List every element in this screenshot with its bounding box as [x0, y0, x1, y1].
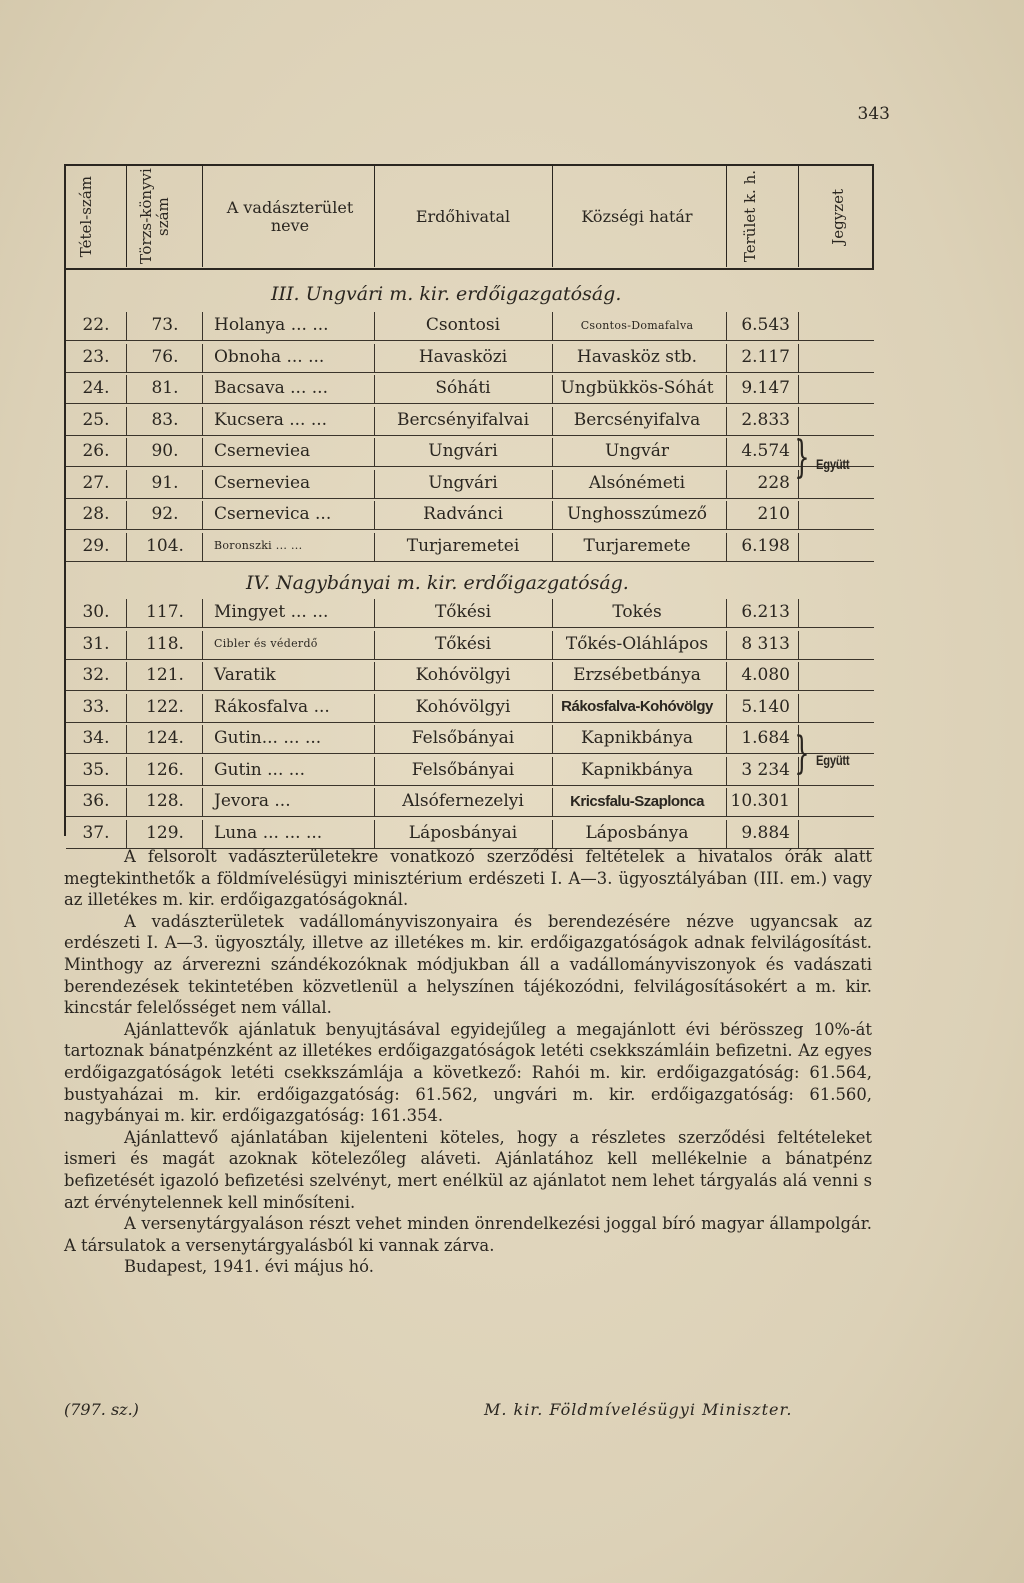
column-divider — [726, 757, 727, 785]
forestry-office-cell: Ungvári — [428, 441, 498, 461]
table-row — [66, 629, 874, 660]
header-nev-label: A vadászterület neve — [226, 197, 354, 235]
tetel-cell: 37. — [82, 822, 110, 843]
tetel-cell: 30. — [82, 602, 110, 622]
torzs-cell: 76. — [151, 346, 179, 367]
header-torzs — [132, 166, 198, 267]
column-divider — [202, 820, 203, 848]
section-title-ungvar: III. Ungvári m. kir. erdőigazgatóság. — [271, 283, 622, 305]
column-divider — [726, 501, 727, 529]
table-row — [66, 342, 874, 373]
table-row — [66, 660, 874, 691]
column-divider — [726, 312, 727, 340]
name-cell: Cserneviea — [214, 472, 311, 493]
torzs-cell: 104. — [146, 535, 184, 556]
municipality-cell: Alsónémeti — [588, 472, 686, 493]
paragraph: Ajánlattevők ajánlatuk benyujtásával egyidejűleg a megajánlott évi bérösszeg 10%-át tartoznak bánatpénzként az illetékes erdőigazgatóságok letéti csekkszámláin befizetni. Az egyes erdőigazgatóságok letéti csekkszámlája a következő: Rahói m. kir. erdőigazgatóság: 61.564, bustyaházai m. kir. erdőigazgatóság: 61.562, ungvári m. kir. erdőigazgatóság: 61.560, nagybányai m. kir. erdőigazgatóság: 161.354. — [64, 1019, 872, 1126]
forestry-office-cell: Turjaremetei — [406, 535, 520, 556]
column-divider — [552, 407, 553, 435]
tetel-cell: 23. — [82, 346, 110, 367]
tetel-cell: 22. — [82, 315, 110, 335]
tetel-cell: 33. — [82, 696, 110, 717]
tetel-cell: 34. — [82, 728, 110, 748]
column-divider — [202, 470, 203, 498]
signature: M. kir. Földmívelésügyi Miniszter. — [484, 1400, 793, 1419]
column-divider — [798, 788, 799, 816]
column-divider — [798, 820, 799, 848]
torzs-cell: 81. — [151, 378, 179, 398]
column-divider — [126, 631, 127, 659]
area-cell: 1.684 — [741, 728, 790, 748]
column-divider — [126, 501, 127, 529]
brace-mark: } — [794, 432, 810, 483]
table-row — [66, 531, 874, 562]
header-erdohivatal-label: Erdőhivatal — [415, 206, 511, 226]
forestry-office-cell: Bercsényifalvai — [396, 409, 529, 430]
column-divider — [126, 599, 127, 627]
header-erdohivatal — [374, 166, 552, 267]
municipality-cell: Turjaremete — [583, 535, 691, 556]
area-cell: 9.884 — [741, 822, 790, 843]
forestry-office-cell: Kohóvölgyi — [415, 696, 511, 717]
column-divider — [374, 375, 375, 403]
municipality-cell: Tőkés-Oláhlápos — [565, 633, 709, 654]
column-divider — [126, 725, 127, 753]
header-kozsegi — [552, 166, 722, 267]
column-divider — [552, 662, 553, 690]
column-divider — [726, 599, 727, 627]
column-divider — [798, 312, 799, 340]
table-row — [66, 786, 874, 817]
column-divider — [798, 662, 799, 690]
name-cell: Gutin... ... ... — [214, 728, 322, 748]
column-divider — [552, 501, 553, 529]
reference-number: (797. sz.) — [64, 1400, 139, 1419]
forestry-office-cell: Sóháti — [435, 378, 491, 398]
municipality-cell: Rákosfalva-Kohóvölgy — [561, 698, 713, 715]
column-divider — [798, 631, 799, 659]
column-divider — [726, 407, 727, 435]
paragraph: Ajánlattevő ajánlatában kijelenteni köteles, hogy a részletes szerződési feltételeket ismeri és magát azoknak kötelezőleg aláveti. Ajánlatához kell mellékelnie a bánatpénz befizetését igazoló befizetési szelvényt, mert enélkül az ajánlatot nem lehet tárgyalás alá venni s azt érvénytelennek kell minősíteni. — [64, 1127, 872, 1212]
table-row — [66, 723, 874, 754]
column-divider — [202, 166, 203, 267]
column-divider — [126, 757, 127, 785]
column-divider — [202, 375, 203, 403]
column-divider — [202, 599, 203, 627]
column-divider — [374, 599, 375, 627]
column-divider — [126, 662, 127, 690]
table-row — [66, 692, 874, 723]
torzs-cell: 117. — [146, 602, 184, 622]
header-terulet — [726, 166, 798, 267]
column-divider — [726, 662, 727, 690]
municipality-cell: Tokés — [612, 602, 662, 622]
forestry-office-cell: Kohóvölgyi — [415, 665, 511, 685]
forestry-office-cell: Alsófernezelyi — [402, 791, 524, 811]
area-cell: 210 — [757, 504, 790, 524]
column-divider — [798, 533, 799, 561]
column-divider — [798, 375, 799, 403]
column-divider — [202, 501, 203, 529]
forestry-office-cell: Tőkési — [434, 602, 492, 622]
area-cell: 6.198 — [741, 535, 790, 556]
column-divider — [552, 725, 553, 753]
column-divider — [726, 631, 727, 659]
column-divider — [374, 725, 375, 753]
column-divider — [126, 470, 127, 498]
column-divider — [552, 375, 553, 403]
column-divider — [126, 694, 127, 722]
area-cell: 2.833 — [741, 409, 790, 430]
column-divider — [374, 438, 375, 466]
municipality-cell: Havasköz stb. — [576, 346, 698, 367]
table-right-border — [872, 164, 874, 268]
tetel-cell: 25. — [82, 409, 110, 430]
municipality-cell: Unghosszúmező — [566, 504, 708, 524]
column-divider — [202, 788, 203, 816]
column-divider — [374, 662, 375, 690]
area-cell: 10.301 — [730, 791, 790, 811]
torzs-cell: 118. — [146, 633, 184, 654]
name-cell: Luna ... ... ... — [214, 822, 323, 843]
table-row — [66, 499, 874, 530]
forestry-office-cell: Ungvári — [428, 472, 498, 493]
paragraph: A felsorolt vadászterületekre vonatkozó szerződési feltételek a hivatalos órák alatt megtekinthetők a földmívelésügyi minisztérium erdészeti I. A—3. ügyosztályában (III. em.) vagy az illetékes m. kir. erdőigazgatóságoknál. — [64, 847, 872, 910]
municipality-cell: Láposbánya — [585, 822, 689, 843]
column-divider — [726, 725, 727, 753]
municipality-cell: Ungbükkös-Sóhát — [560, 378, 714, 398]
name-cell: Jevora ... — [214, 791, 291, 811]
column-divider — [726, 788, 727, 816]
table-row — [66, 755, 874, 786]
column-divider — [374, 312, 375, 340]
column-divider — [374, 788, 375, 816]
column-divider — [374, 470, 375, 498]
column-divider — [126, 344, 127, 372]
column-divider — [726, 438, 727, 466]
column-divider — [726, 344, 727, 372]
forestry-office-cell: Havasközi — [418, 346, 508, 367]
area-cell: 9.147 — [741, 378, 790, 398]
column-divider — [202, 344, 203, 372]
header-jegyzet-label: Jegyzet — [828, 188, 847, 245]
column-divider — [798, 501, 799, 529]
column-divider — [374, 631, 375, 659]
torzs-cell: 122. — [146, 696, 184, 717]
area-cell: 4.080 — [741, 665, 790, 685]
column-divider — [202, 631, 203, 659]
name-cell: Gutin ... ... — [214, 759, 305, 780]
name-cell: Boronszki ... ... — [214, 539, 303, 552]
name-cell: Mingyet ... ... — [214, 602, 329, 622]
table-row — [66, 405, 874, 436]
column-divider — [126, 820, 127, 848]
column-divider — [126, 407, 127, 435]
column-divider — [126, 166, 127, 267]
column-divider — [798, 694, 799, 722]
area-cell: 5.140 — [741, 696, 790, 717]
tetel-cell: 36. — [82, 791, 110, 811]
column-divider — [552, 757, 553, 785]
forestry-office-cell: Felsőbányai — [411, 759, 515, 780]
municipality-cell: Kapnikbánya — [580, 759, 694, 780]
column-divider — [374, 344, 375, 372]
tetel-cell: 29. — [82, 535, 110, 556]
column-divider — [202, 662, 203, 690]
column-divider — [726, 533, 727, 561]
column-divider — [202, 694, 203, 722]
table-row — [66, 436, 874, 467]
column-divider — [552, 470, 553, 498]
column-divider — [726, 820, 727, 848]
torzs-cell: 91. — [151, 472, 179, 493]
area-cell: 6.213 — [741, 602, 790, 622]
column-divider — [202, 757, 203, 785]
table-row — [66, 373, 874, 404]
paragraph: A versenytárgyaláson részt vehet minden önrendelkezési joggal bíró magyar állampolgár. A társulatok a versenytárgyalásból ki vannak zárva. — [64, 1214, 872, 1255]
forestry-office-cell: Tőkési — [434, 633, 492, 654]
column-divider — [726, 470, 727, 498]
column-divider — [202, 312, 203, 340]
column-divider — [126, 375, 127, 403]
table-row — [66, 468, 874, 499]
column-divider — [374, 501, 375, 529]
municipality-cell: Bercsényifalva — [573, 409, 701, 430]
forestry-office-cell: Radvánci — [423, 504, 503, 524]
torzs-cell: 92. — [151, 504, 179, 524]
municipality-cell: Csontos-Domafalva — [580, 318, 694, 332]
column-divider — [552, 599, 553, 627]
area-cell: 228 — [757, 472, 790, 493]
area-cell: 6.543 — [741, 315, 790, 335]
column-divider — [552, 631, 553, 659]
column-divider — [374, 407, 375, 435]
paragraph: A vadászterületek vadállományviszonyaira és berendezésére nézve ugyancsak az erdészeti I. A—3. ügyosztály, illetve az illetékes m. kir. erdőigazgatóságok adnak felvilágosítást. Minthogy az árverezni szándékozóknak módjukban áll a vadállományviszonyok és vadászati berendezések tekintetében közvetlenül a helyszínen tájékozódni, felvilágosításokért a m. kir. kincstár felelősséget nem vállal. — [64, 911, 872, 1018]
column-divider — [202, 438, 203, 466]
table-row — [66, 310, 874, 341]
header-nev — [206, 166, 374, 267]
area-cell: 2.117 — [741, 346, 790, 367]
column-divider — [552, 788, 553, 816]
name-cell: Holanya ... ... — [214, 315, 329, 335]
header-jegyzet — [802, 166, 874, 267]
column-divider — [726, 694, 727, 722]
torzs-cell: 83. — [151, 409, 179, 430]
table-row — [66, 818, 874, 849]
column-divider — [374, 694, 375, 722]
column-divider — [126, 788, 127, 816]
name-cell: Obnoha ... ... — [214, 346, 325, 367]
area-cell: 3 234 — [741, 759, 790, 780]
torzs-cell: 126. — [146, 759, 184, 780]
column-divider — [374, 820, 375, 848]
column-divider — [798, 344, 799, 372]
column-divider — [374, 533, 375, 561]
column-divider — [202, 533, 203, 561]
column-divider — [552, 820, 553, 848]
torzs-cell: 129. — [146, 822, 184, 843]
table-row — [66, 597, 874, 628]
area-cell: 4.574 — [741, 441, 790, 461]
municipality-cell: Kapnikbánya — [580, 728, 694, 748]
column-divider — [552, 312, 553, 340]
header-kozsegi-label: Községi határ — [581, 206, 693, 226]
name-cell: Cserneviea — [214, 441, 311, 461]
header-torzs-label: Törzs-könyvi szám — [137, 168, 172, 265]
municipality-cell: Kricsfalu-Szaplonca — [570, 792, 704, 810]
torzs-cell: 90. — [151, 441, 179, 461]
area-cell: 8 313 — [741, 633, 790, 654]
column-divider — [202, 725, 203, 753]
column-divider — [798, 407, 799, 435]
torzs-cell: 73. — [151, 315, 179, 335]
torzs-cell: 128. — [146, 791, 184, 811]
forestry-office-cell: Láposbányai — [408, 822, 518, 843]
name-cell: Kucsera ... ... — [214, 409, 328, 430]
column-divider — [726, 375, 727, 403]
tetel-cell: 31. — [82, 633, 110, 654]
column-divider — [798, 166, 799, 267]
tetel-cell: 24. — [82, 378, 110, 398]
column-divider — [552, 438, 553, 466]
note-egyutt: Együtt — [816, 752, 850, 768]
column-divider — [374, 757, 375, 785]
body-text — [64, 846, 872, 1278]
table-left-border — [64, 164, 66, 836]
brace-mark: } — [794, 728, 810, 779]
torzs-cell: 124. — [146, 728, 184, 748]
column-divider — [202, 407, 203, 435]
tetel-cell: 28. — [82, 504, 110, 524]
section-title-nagybanya: IV. Nagybányai m. kir. erdőigazgatóság. — [246, 572, 629, 594]
column-divider — [552, 344, 553, 372]
header-tetel — [66, 166, 126, 267]
header-bottom-border — [66, 268, 874, 270]
name-cell: Cibler és véderdő — [214, 637, 318, 650]
name-cell: Csernevica ... — [214, 504, 332, 524]
name-cell: Bacsava ... ... — [214, 378, 328, 398]
tetel-cell: 27. — [82, 472, 110, 493]
municipality-cell: Ungvár — [604, 441, 670, 461]
tetel-cell: 35. — [82, 759, 110, 780]
column-divider — [552, 694, 553, 722]
column-divider — [798, 599, 799, 627]
forestry-office-cell: Felsőbányai — [411, 728, 515, 748]
place-date: Budapest, 1941. évi május hó. — [124, 1257, 374, 1277]
row-divider — [66, 561, 874, 562]
municipality-cell: Erzsébetbánya — [573, 665, 701, 685]
forestry-office-cell: Csontosi — [425, 315, 501, 335]
name-cell: Rákosfalva ... — [214, 696, 330, 717]
torzs-cell: 121. — [146, 665, 184, 685]
column-divider — [126, 533, 127, 561]
tetel-cell: 32. — [82, 665, 110, 685]
tetel-cell: 26. — [82, 441, 110, 461]
column-divider — [126, 312, 127, 340]
header-terulet-label: Terület k. h. — [741, 170, 759, 263]
column-divider — [552, 533, 553, 561]
header-tetel-label: Tétel-szám — [77, 175, 95, 258]
column-divider — [126, 438, 127, 466]
page-number: 343 — [857, 104, 890, 124]
name-cell: Varatik — [214, 665, 276, 685]
note-egyutt: Együtt — [816, 456, 850, 472]
